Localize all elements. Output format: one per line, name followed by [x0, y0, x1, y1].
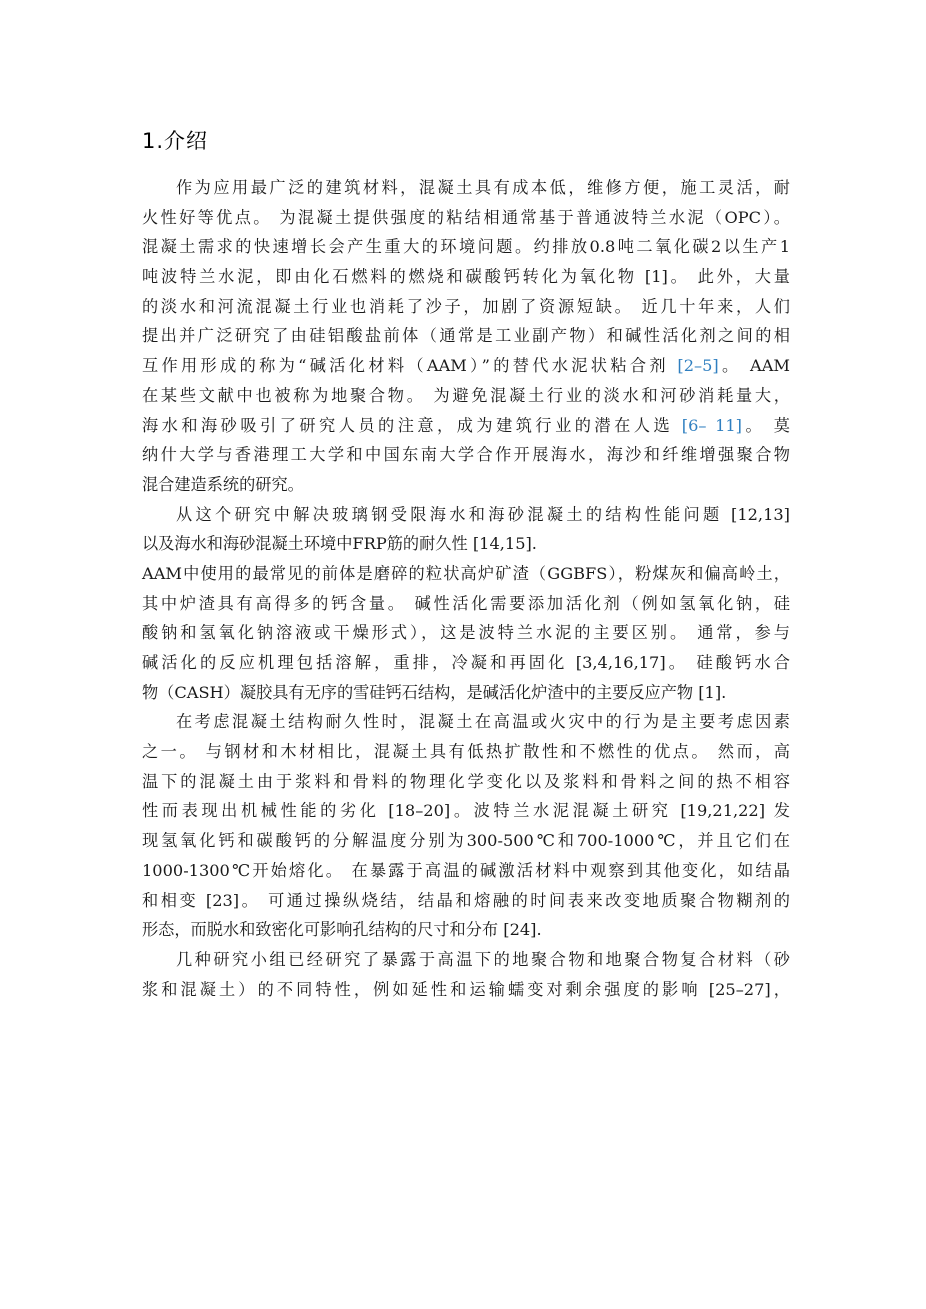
paragraph	[142, 173, 790, 500]
text-line: 从这个研究中解决玻璃钢受限海水和海砂混凝土的结构性能问题 [12,13]	[176, 504, 790, 524]
text-line: 以及海水和海砂混凝土环境中FRP筋的耐久性 [14,15].	[142, 534, 537, 554]
text-line: 作为应用最广泛的建筑材料，混凝土具有成本低，维修方便，施工灵活，耐	[176, 178, 790, 197]
text-line: 碱活化的反应机理包括溶解，重排，冷凝和再固化 [3,4,16,17]。 硅酸钙水合	[142, 653, 790, 672]
text-line: 温下的混凝土由于浆料和骨料的物理化学变化以及浆料和骨料之间的热不相容	[142, 771, 790, 791]
text-line: 纳什大学与香港理工大学和中国东南大学合作开展海水，海沙和纤维增强聚合物	[142, 445, 790, 465]
text-line: 浆和混凝土）的不同特性，例如延性和运输蠕变对剩余强度的影响 [25–27]，	[142, 979, 790, 999]
text-line: 1000-1300℃开始熔化。 在暴露于高温的碱激活材料中观察到其他变化，如结晶	[142, 860, 790, 880]
text-line: 的淡水和河流混凝土行业也消耗了沙子，加剧了资源短缺。 近几十年来，人们	[142, 296, 790, 316]
text-line: 吨波特兰水泥，即由化石燃料的燃烧和碳酸钙转化为氧化物 [1]。 此外，大量	[142, 267, 790, 287]
text-span: 互作用形成的称为“碱活化材料（AAM）”的替代水泥状粘合剂	[142, 356, 678, 376]
text-line: 形态，而脱水和致密化可影响孔结构的尺寸和分布 [24].	[142, 920, 542, 940]
text-line: 混合建造系统的研究。	[142, 474, 304, 494]
text-line: 火性好等优点。 为混凝土提供强度的粘结相通常基于普通波特兰水泥（OPC）。	[142, 207, 790, 227]
paragraph	[142, 945, 790, 1004]
text-line: 现氢氧化钙和碳酸钙的分解温度分别为300-500℃和700-1000℃，并且它们在	[142, 831, 790, 851]
text-span: 。 AAM	[718, 356, 790, 376]
text-line: 提出并广泛研究了由硅铝酸盐前体（通常是工业副产物）和碱性活化剂之间的相	[142, 326, 790, 346]
text-line: 在考虑混凝土结构耐久性时，混凝土在高温或火灾中的行为是主要考虑因素	[176, 712, 790, 732]
text-line: 几种研究小组已经研究了暴露于高温下的地聚合物和地聚合物复合材料（砂	[176, 949, 790, 969]
text-line: 其中炉渣具有高得多的钙含量。 碱性活化需要添加活化剂（例如氢氧化钠，硅	[142, 593, 790, 613]
text-line: 之一。 与钢材和木材相比，混凝土具有低热扩散性和不燃性的优点。 然而，高	[142, 742, 790, 762]
text-line: 性而表现出机械性能的劣化 [18–20]。波特兰水泥混凝土研究 [19,21,22] 发	[142, 801, 790, 821]
paragraph	[142, 500, 790, 708]
text-span: 海水和海砂吸引了研究人员的注意，成为建筑行业的潜在人选	[142, 415, 682, 435]
citation-link[interactable]: [2–5]	[677, 356, 719, 376]
text-line: 酸钠和氢氧化钠溶液或干燥形式），这是波特兰水泥的主要区别。 通常，参与	[142, 623, 790, 643]
section-heading: 1.介绍	[142, 129, 209, 153]
text-span: 。 莫	[742, 415, 790, 435]
text-line: 和相变 [23]。 可通过操纵烧结，结晶和熔融的时间表来改变地质聚合物糊剂的	[142, 890, 790, 910]
text-line: 物（CASH）凝胶具有无序的雪硅钙石结构，是碱活化炉渣中的主要反应产物 [1].	[142, 682, 727, 702]
text-line: 混凝土需求的快速增长会产生重大的环境问题。约排放0.8吨二氧化碳2以生产1	[142, 237, 790, 257]
paragraph	[142, 707, 790, 945]
document-body	[142, 173, 790, 1004]
text-line	[142, 351, 790, 381]
text-line	[142, 411, 790, 441]
citation-link[interactable]: [6– 11]	[681, 415, 743, 435]
text-line: AAM中使用的最常见的前体是磨碎的粒状高炉矿渣（GGBFS），粉煤灰和偏高岭土，	[142, 563, 790, 583]
text-line: 在某些文献中也被称为地聚合物。 为避免混凝土行业的淡水和河砂消耗量大，	[142, 385, 790, 405]
